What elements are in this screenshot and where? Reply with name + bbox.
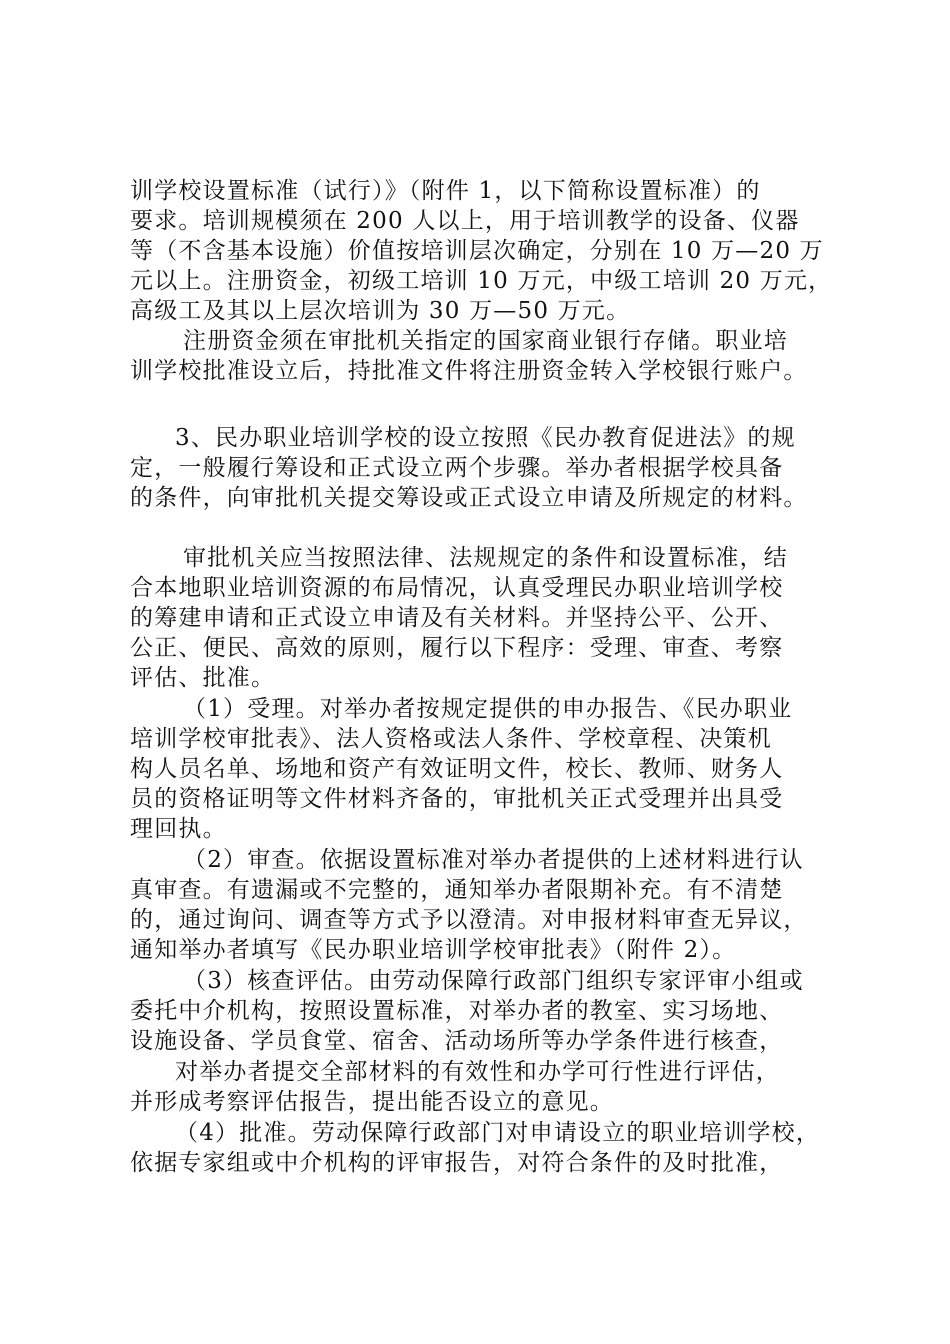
paragraph-start: （2）审查。依据设置标准对举办者提供的上述材料进行认 [183, 847, 804, 873]
paragraph-start: 审批机关应当按照法律、法规规定的条件和设置标准，结 [183, 545, 788, 571]
paragraph-start: （4）批准。劳动保障行政部门对申请设立的职业培训学校， [175, 1120, 821, 1146]
paragraph-start: （3）核查评估。由劳动保障行政部门组织专家评审小组或 [183, 968, 804, 994]
text-line: 训学校批准设立后，持批准文件将注册资金转入学校银行账户。 [130, 358, 808, 384]
text-line: 评估、批准。 [130, 665, 276, 691]
text-line: 真审查。有遗漏或不完整的，通知举办者限期补充。有不清楚 [130, 877, 784, 903]
text-line: 设施设备、学员食堂、宿舍、活动场所等办学条件进行核查， [130, 1028, 784, 1054]
text-line: 元以上。注册资金，初级工培训 10 万元，中级工培训 20 万元， [130, 268, 833, 294]
text-line: 委托中介机构，按照设置标准，对举办者的教室、实习场地、 [130, 998, 784, 1024]
text-line: 构人员名单、场地和资产有效证明文件，校长、教师、财务人 [130, 756, 784, 782]
text-line: 通知举办者填写《民办职业培训学校审批表》（附件 2）。 [130, 937, 737, 963]
paragraph-start: 注册资金须在审批机关指定的国家商业银行存储。职业培 [183, 328, 788, 354]
text-line: 高级工及其以上层次培训为 30 万—50 万元。 [130, 298, 631, 324]
text-line: 员的资格证明等文件材料齐备的，审批机关正式受理并出具受 [130, 786, 784, 812]
text-line: 要求。培训规模须在 200 人以上，用于培训教学的设备、仪器 [130, 208, 800, 234]
text-line: 等（不含基本设施）价值按培训层次确定，分别在 10 万—20 万 [130, 238, 824, 264]
text-line: 的条件，向审批机关提交筹设或正式设立申请及所规定的材料。 [130, 485, 808, 511]
text-line: 合本地职业培训资源的布局情况，认真受理民办职业培训学校 [130, 575, 784, 601]
text-line: 公正、便民、高效的原则，履行以下程序：受理、审查、考察 [130, 635, 784, 661]
paragraph-start: 3、民办职业培训学校的设立按照《民办教育促进法》的规 [175, 425, 796, 451]
text-line: 并形成考察评估报告，提出能否设立的意见。 [130, 1089, 614, 1115]
text-line: 的筹建申请和正式设立申请及有关材料。并坚持公平、公开、 [130, 605, 784, 631]
text-line: 理回执。 [130, 816, 227, 842]
text-line: 培训学校审批表》、法人资格或法人条件、学校章程、决策机 [130, 726, 772, 752]
text-line: 训学校设置标准（试行）》（附件 1，以下简称设置标准）的 [130, 178, 761, 204]
paragraph-start: 对举办者提交全部材料的有效性和办学可行性进行评估， [175, 1059, 780, 1085]
text-line: 定，一般履行筹设和正式设立两个步骤。举办者根据学校具备 [130, 455, 784, 481]
text-line: 依据专家组或中介机构的评审报告，对符合条件的及时批准， [130, 1150, 784, 1176]
text-line: 的，通过询问、调查等方式予以澄清。对申报材料审查无异议， [130, 907, 808, 933]
paragraph-start: （1）受理。对举办者按规定提供的申办报告、《民办职业 [183, 696, 793, 722]
